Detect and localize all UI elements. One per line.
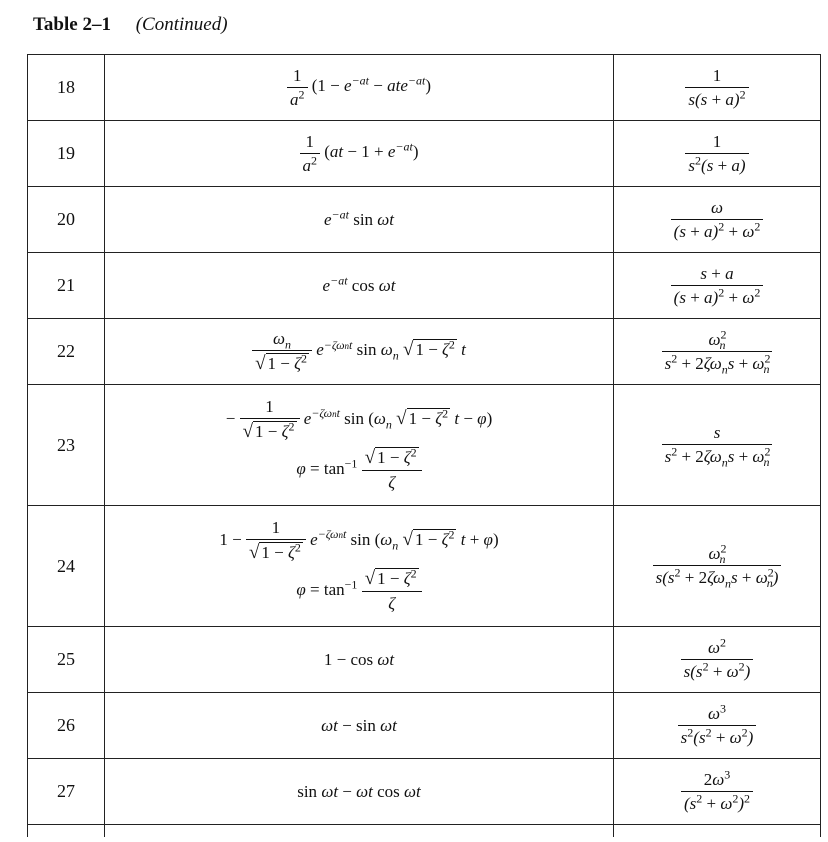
row-number: 22 (28, 319, 105, 385)
table-row (28, 759, 821, 825)
time-function: ωt − sin ωt (105, 693, 614, 759)
row-number: 27 (28, 759, 105, 825)
laplace-transform: $\frac{\omega^3}{s^2(s^2 + \omega^2)}$ (614, 693, 821, 759)
table-label: Table 2–1 (33, 14, 111, 35)
table-row (28, 506, 821, 627)
laplace-transform-empty (614, 825, 821, 838)
laplace-transform: $\frac{\omega^2}{s(s^2 + \omega^2)}$ (614, 627, 821, 693)
time-function-empty (105, 825, 614, 838)
time-function: $\frac{1}{a^2}$ $(at - 1 + e^{-at})$ (105, 121, 614, 187)
laplace-transform: $\frac{s}{s^2 + 2\zeta\omega_ns + \omega^2_n}$ (614, 385, 821, 506)
table-row (28, 385, 821, 506)
row-number: 19 (28, 121, 105, 187)
row-number: 25 (28, 627, 105, 693)
time-function: $\frac{\omega_n}{√ 1 - \zeta^2}$ $e^{-\zeta\omega nt}$ $\sin \omega_n$ √ $1 - \zeta^2$ t (105, 319, 614, 385)
table-row (28, 55, 821, 121)
table-row (28, 693, 821, 759)
laplace-table (27, 54, 821, 837)
laplace-transform: $\frac{\omega^2_n}{s^2 + 2\zeta\omega_ns + \omega^2_n}$ (614, 319, 821, 385)
row-number: 21 (28, 253, 105, 319)
laplace-transform: $\frac{\omega^2_n}{s(s^2 + 2\zeta\omega_ns + \omega^2_n)}$ (614, 506, 821, 627)
time-function: $e^{-at}$ sin ωt (105, 187, 614, 253)
continued-label: (Continued) (135, 14, 228, 35)
laplace-transform: $\frac{1}{s(s + a)^2}$ (614, 55, 821, 121)
laplace-transform: $\frac{1}{s^2(s + a)}$ (614, 121, 821, 187)
row-number: 24 (28, 506, 105, 627)
time-function: $\frac{1}{a^2}$ $(1 - e^{-at} - ate^{-at})$ (105, 55, 614, 121)
time-function: $e^{-at}$ cos ωt (105, 253, 614, 319)
table-row (28, 319, 821, 385)
table-row (28, 627, 821, 693)
table-row (28, 121, 821, 187)
laplace-transform: $\frac{s + a}{(s + a)^2 + \omega^2}$ (614, 253, 821, 319)
row-number: 20 (28, 187, 105, 253)
time-function: 1 − cos ωt (105, 627, 614, 693)
table-row-continuation (28, 825, 821, 838)
row-number-empty (28, 825, 105, 838)
table-caption (33, 14, 228, 36)
time-function: 1 − $\frac{1}{√ 1 - \zeta^2}$ $e^{-\zeta\omega nt}$ $\sin (\omega_n$ √ $1 - \zeta^2$ t + φ) $\varphi = \tan^{-1}$ $\frac{√ 1 - \zeta^2}{\zeta}$ (105, 506, 614, 627)
row-number: 26 (28, 693, 105, 759)
time-function: sin ωt − ωt cos ωt (105, 759, 614, 825)
table-row (28, 253, 821, 319)
table-row (28, 187, 821, 253)
laplace-transform: $\frac{2\omega^3}{(s^2 + \omega^2)^2}$ (614, 759, 821, 825)
laplace-transform: $\frac{\omega}{(s + a)^2 + \omega^2}$ (614, 187, 821, 253)
row-number: 18 (28, 55, 105, 121)
time-function: − $\frac{1}{√ 1 - \zeta^2}$ $e^{-\zeta\omega nt}$ $\sin (\omega_n$ √ $1 - \zeta^2$ t − φ) $\varphi = \tan^{-1}$ $\frac{√ 1 - \zeta^2}{\zeta}$ (105, 385, 614, 506)
row-number: 23 (28, 385, 105, 506)
